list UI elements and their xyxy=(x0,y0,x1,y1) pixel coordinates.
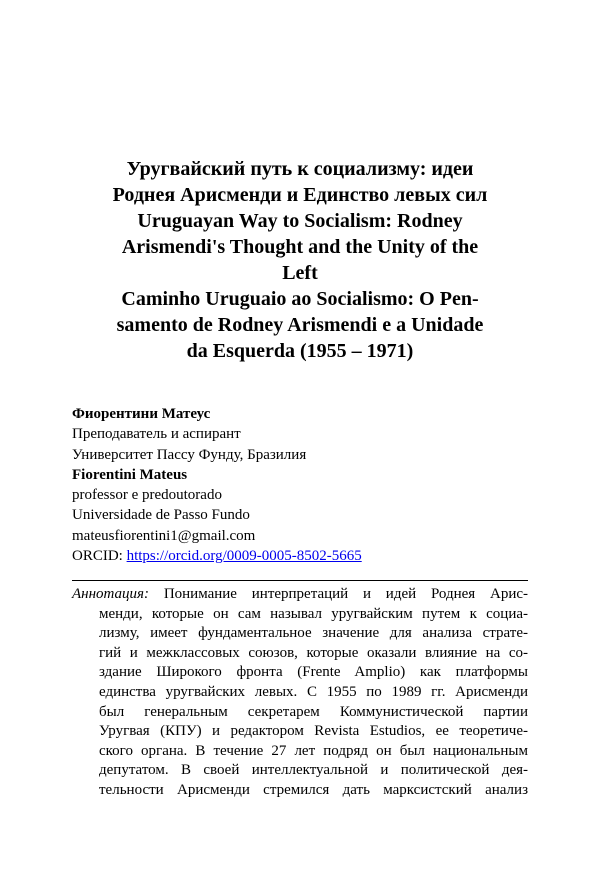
title-line: Arismendi's Thought and the Unity of the xyxy=(121,236,479,258)
title-line: Роднея Арисменди и Единство левых сил xyxy=(112,184,488,206)
abstract-line: здание Широкого фронта (Frente Amplio) как платформы xyxy=(99,664,528,681)
author-name-pt: Fiorentini Mateus xyxy=(72,466,188,483)
title-line: Left xyxy=(282,262,318,284)
abstract-line: ского органа. В течение 27 лет подряд он был национальным xyxy=(99,742,528,759)
title-line: Уругвайский путь к социализму: идеи xyxy=(126,158,474,180)
abstract-line: депутатом. В своей интеллектуальной и политической дея- xyxy=(99,762,528,779)
abstract-first-line-text: Понимание интерпретаций и идей Роднея Арис- xyxy=(149,586,528,602)
abstract-line xyxy=(72,585,528,605)
title-line: samento de Rodney Arismendi e a Unidade xyxy=(116,314,484,336)
title-line: Uruguayan Way to Socialism: Rodney xyxy=(137,210,463,232)
author-university-ru: Университет Пассу Фунду, Бразилия xyxy=(72,446,307,463)
author-block xyxy=(72,404,532,566)
abstract-line: был генеральным секретарем Коммунистической партии xyxy=(99,703,528,720)
abstract-line: Уругвая (КПУ) и редактором Revista Estudios, ее теоретиче- xyxy=(99,723,528,740)
section-divider xyxy=(72,580,528,581)
abstract-line: гий и межклассовых союзов, которые оказали влияние на со- xyxy=(99,644,528,661)
author-university-pt: Universidade de Passo Fundo xyxy=(72,507,250,524)
abstract-line: тельности Арисменди стремился дать марксистский анализ xyxy=(99,781,528,798)
abstract xyxy=(72,585,528,801)
author-position-ru: Преподаватель и аспирант xyxy=(72,426,241,443)
abstract-line: менди, которые он сам называл уругвайским путем к социа- xyxy=(99,605,528,622)
abstract-label: Аннотация: xyxy=(72,586,150,602)
title-line: Caminho Uruguaio ao Socialismo: O Pen- xyxy=(121,288,479,310)
abstract-line: лизму, имеет фундаментальное значение для анализа страте- xyxy=(99,625,528,642)
author-name-ru: Фиорентини Матеус xyxy=(72,406,211,422)
orcid-label: ORCID: xyxy=(72,548,127,565)
orcid-link[interactable]: https://orcid.org/0009-0005-8502-5665 xyxy=(126,548,362,565)
author-orcid xyxy=(72,546,532,566)
title-line: da Esquerda (1955 – 1971) xyxy=(186,340,414,362)
author-position-pt: professor e predoutorado xyxy=(72,487,222,504)
abstract-line: единства уругвайских левых. С 1955 по 1989 гг. Арисменди xyxy=(99,683,528,700)
author-email: mateusfiorentini1@gmail.com xyxy=(72,527,256,544)
paper-title xyxy=(70,156,530,364)
